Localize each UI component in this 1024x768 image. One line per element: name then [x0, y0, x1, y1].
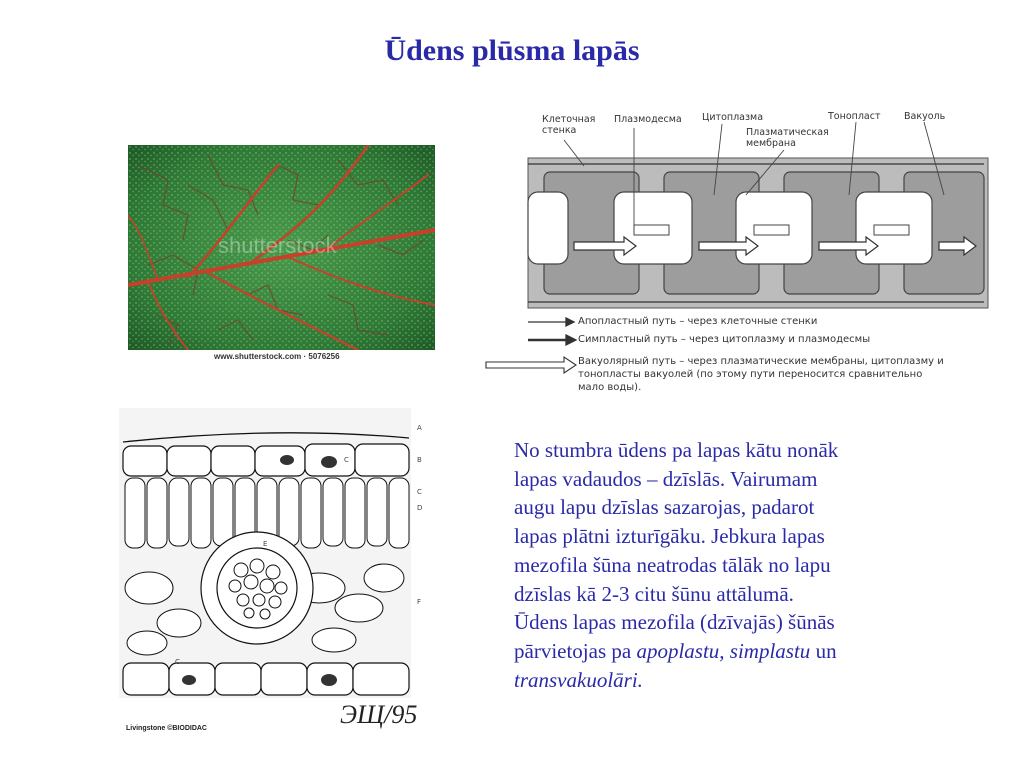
legend-vacuolar-1: Вакуолярный путь – через плазматические мембраны, цитоплазму и	[578, 356, 944, 367]
text-line: dzīslas kā 2-3 citu šūnu attālumā.	[514, 581, 794, 606]
text-line: lapas vadaudos – dzīslās. Vairumam	[514, 466, 818, 491]
text-line: pārvietojas pa apoplastu, simplastu un	[514, 638, 837, 663]
legend-apoplast: Апопластный путь – через клеточные стенки	[578, 316, 818, 327]
water-path-diagram	[484, 100, 994, 405]
section-letter-c3: C	[175, 658, 180, 666]
photo-caption: www.shutterstock.com · 5076256	[214, 352, 340, 361]
watermark-text: shutterstock	[218, 233, 337, 258]
label-cell-wall: Клеточная стенка	[542, 114, 596, 136]
section-letter-b: B	[417, 456, 422, 464]
section-letter-d: D	[417, 504, 423, 512]
leaf-photo	[128, 145, 435, 350]
label-plasmodesma: Плазмодесма	[614, 114, 682, 125]
section-caption: Livingstone ©BIODIDAC	[126, 725, 207, 732]
text-line: mezofila šūna neatrodas tālāk no lapu	[514, 552, 831, 577]
section-letter-a: A	[417, 424, 422, 432]
text-line: Ūdens lapas mezofila (dzīvajās) šūnās	[514, 610, 835, 635]
section-letter-f: F	[417, 598, 422, 606]
label-tonoplast: Тонопласт	[828, 111, 881, 122]
legend-symplast: Симпластный путь – через цитоплазму и плазмодесмы	[578, 334, 871, 345]
text-line: No stumbra ūdens pa lapas kātu nonāk	[514, 438, 839, 462]
label-vacuole: Вакуоль	[904, 111, 946, 122]
label-plasma-membrane: Плазматическая мембрана	[746, 127, 829, 149]
signature: ЭЩ/95	[340, 700, 418, 729]
text-line: lapas plātni izturīgāku. Jebkura lapas	[514, 524, 825, 549]
leaf-cross-section	[119, 408, 429, 738]
text-line: transvakuolāri.	[514, 667, 643, 692]
slide-title: Ūdens plūsma lapās	[384, 34, 640, 67]
body-text	[514, 436, 964, 694]
label-cytoplasm: Цитоплазма	[702, 112, 764, 123]
section-letter-e: E	[263, 540, 268, 548]
legend-vacuolar-3: мало воды).	[578, 382, 642, 393]
text-line: augu lapu dzīslas sazarojas, padarot	[514, 495, 815, 520]
section-letter-c2: C	[417, 488, 422, 496]
section-letter-c1: C	[344, 456, 349, 464]
legend-vacuolar-2: тонопласты вакуолей (по этому пути переносится сравнительно	[578, 369, 923, 380]
